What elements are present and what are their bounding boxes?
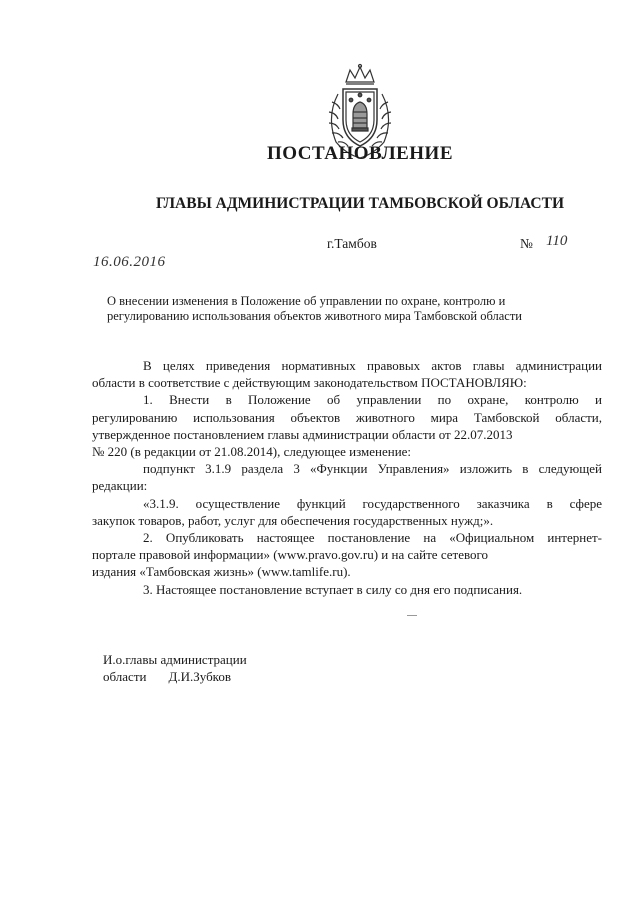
document-subject: [107, 294, 577, 324]
scan-speck: [407, 615, 417, 616]
body-line: области в соответствие с действующим законодательством ПОСТАНОВЛЯЮ:: [92, 375, 527, 391]
body-line: редакции:: [92, 478, 148, 494]
signature-block: [103, 651, 247, 685]
signatory-position-line2: [103, 668, 247, 685]
document-number-label: №: [520, 236, 533, 251]
body-line: 3. Настоящее постановление вступает в силу со дня его подписания.: [143, 581, 523, 597]
document-body: [0, 357, 640, 598]
body-line: закупок товаров, работ, услуг для обеспечения государственных нужд;».: [92, 512, 494, 528]
body-line: В целях приведения нормативных правовых актов главы администрации: [143, 358, 602, 373]
document-author-heading: ГЛАВЫ АДМИНИСТРАЦИИ ТАМБОВСКОЙ ОБЛАСТИ: [155, 195, 565, 212]
subject-line: регулированию использования объектов животного мира Тамбовской области: [107, 309, 522, 323]
document-number-handwritten: 110: [546, 233, 568, 249]
body-line: 1. Внести в Положение об управлении по охране, контролю и: [143, 392, 602, 408]
body-line: № 220 (в редакции от 21.08.2014), следующее изменение:: [92, 444, 412, 460]
body-line: «3.1.9. осуществление функций государственного заказчика в сфере: [143, 495, 602, 511]
body-line: подпункт 3.1.9 раздела 3 «Функции Управления» изложить в следующей: [143, 461, 602, 477]
body-line: издания «Тамбовская жизнь» (www.tamlife.ru).: [92, 564, 351, 580]
body-line: 2. Опубликовать настоящее постановление на «Официальном интернет-: [143, 530, 602, 546]
body-line: регулированию использования объектов животного мира Тамбовской области,: [92, 409, 602, 425]
city-name: г.Тамбов: [327, 236, 377, 251]
signatory-position: И.о.главы администрации: [103, 652, 247, 667]
document-type-title: ПОСТАНОВЛЕНИЕ: [266, 143, 454, 164]
body-line: утвержденное постановлением главы администрации области от 22.07.2013: [92, 426, 513, 442]
signatory-region: области: [103, 669, 147, 684]
subject-line: О внесении изменения в Положение об управлении по охране, контролю и: [107, 294, 506, 308]
document-date-handwritten: 16.06.2016: [93, 254, 166, 270]
signatory-name: Д.И.Зубков: [168, 669, 231, 684]
body-line: портале правовой информации» (www.pravo.gov.ru) и на сайте сетевого: [92, 547, 489, 563]
